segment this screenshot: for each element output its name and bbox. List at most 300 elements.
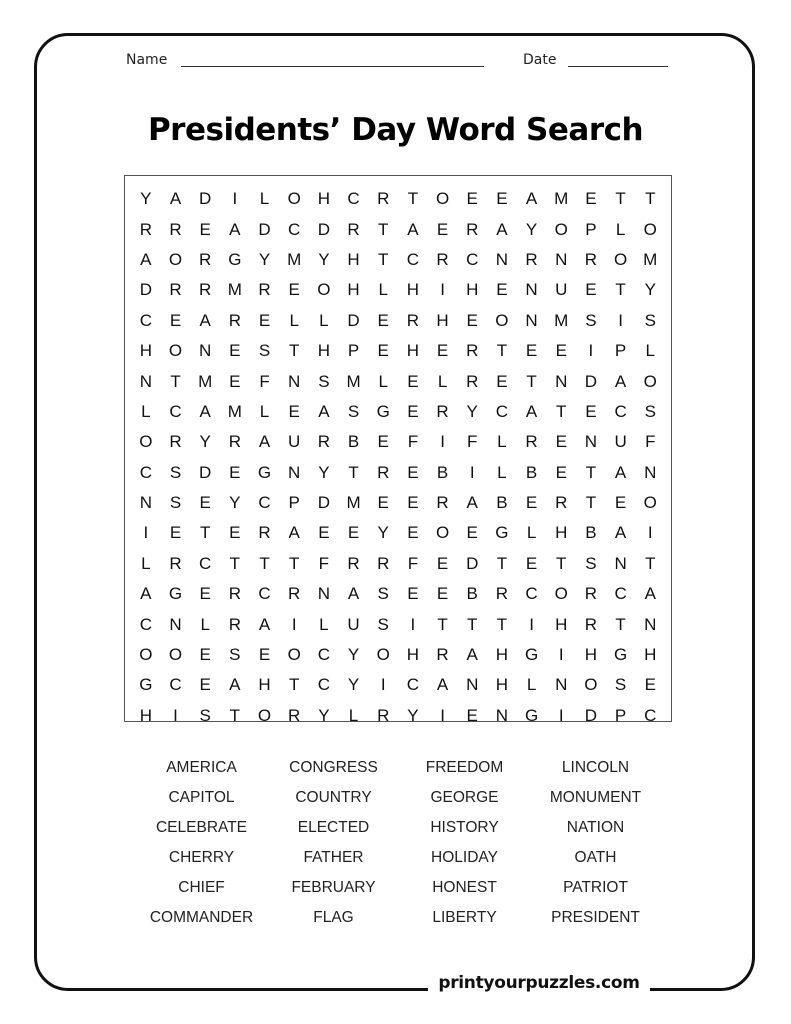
grid-cell[interactable]: C (258, 584, 271, 604)
grid-cell[interactable]: G (228, 249, 242, 269)
grid-cell[interactable]: N (317, 584, 330, 604)
grid-cell[interactable]: N (525, 310, 538, 330)
grid-cell[interactable]: I (558, 705, 564, 725)
grid-cell[interactable]: O (643, 371, 657, 391)
grid-cell[interactable]: R (228, 310, 241, 330)
grid-cell[interactable]: R (436, 493, 449, 513)
grid-cell[interactable]: E (614, 493, 627, 513)
grid-cell[interactable]: E (258, 645, 271, 665)
grid-cell[interactable]: F (318, 553, 330, 573)
grid-cell[interactable]: N (644, 614, 657, 634)
grid-cell[interactable]: O (435, 523, 450, 543)
grid-cell[interactable]: T (645, 553, 656, 573)
grid-cell[interactable]: E (436, 219, 449, 239)
grid-cell[interactable]: I (232, 189, 238, 209)
grid-cell[interactable]: N (644, 462, 657, 482)
grid-cell[interactable]: G (613, 645, 628, 665)
grid-cell[interactable]: O (376, 645, 390, 665)
grid-cell[interactable]: C (347, 189, 360, 209)
grid-cell[interactable]: T (378, 219, 389, 239)
grid-cell[interactable]: C (258, 493, 271, 513)
grid-cell[interactable]: M (346, 371, 361, 391)
grid-cell[interactable]: E (199, 219, 211, 239)
grid-cell[interactable]: R (555, 493, 568, 513)
grid-cell[interactable]: R (258, 280, 271, 300)
grid-cell[interactable]: U (555, 280, 568, 300)
grid-cell[interactable]: D (317, 219, 330, 239)
grid-cell[interactable]: A (614, 462, 627, 482)
grid-cell[interactable]: Y (199, 432, 211, 452)
grid-cell[interactable]: T (496, 341, 508, 361)
grid-cell[interactable]: I (588, 341, 594, 361)
grid-cell[interactable]: Y (525, 219, 538, 239)
grid-cell[interactable]: B (525, 462, 538, 482)
grid-cell[interactable]: T (289, 553, 300, 573)
grid-cell[interactable]: L (526, 523, 537, 543)
grid-cell[interactable]: A (229, 675, 241, 695)
grid-cell[interactable]: O (317, 280, 331, 300)
grid-cell[interactable]: P (585, 219, 597, 239)
grid-cell[interactable]: A (199, 401, 211, 421)
grid-cell[interactable]: I (558, 645, 564, 665)
grid-cell[interactable]: E (525, 553, 538, 573)
grid-cell[interactable]: T (259, 553, 270, 573)
grid-cell[interactable]: D (258, 219, 271, 239)
grid-cell[interactable]: T (407, 189, 419, 209)
grid-cell[interactable]: Y (140, 189, 152, 209)
grid-cell[interactable]: A (258, 614, 271, 634)
grid-cell[interactable]: L (289, 310, 299, 330)
grid-cell[interactable]: O (168, 249, 183, 269)
grid-cell[interactable]: N (466, 675, 479, 695)
grid-cell[interactable]: E (407, 493, 419, 513)
grid-cell[interactable]: S (377, 584, 389, 604)
grid-cell[interactable]: H (555, 523, 568, 543)
grid-cell[interactable]: R (228, 584, 241, 604)
grid-cell[interactable]: H (495, 645, 509, 665)
grid-cell[interactable]: I (143, 523, 149, 543)
grid-cell[interactable]: B (585, 523, 597, 543)
grid-cell[interactable]: T (467, 614, 478, 634)
grid-cell[interactable]: T (556, 553, 567, 573)
grid-cell[interactable]: Y (318, 249, 330, 269)
grid-cell[interactable]: T (496, 614, 508, 634)
grid-cell[interactable]: A (496, 219, 508, 239)
grid-cell[interactable]: O (139, 432, 153, 452)
grid-cell[interactable]: P (347, 341, 360, 361)
grid-cell[interactable]: I (410, 614, 416, 634)
grid-cell[interactable]: E (555, 341, 567, 361)
grid-cell[interactable]: H (317, 341, 330, 361)
grid-cell[interactable]: A (525, 189, 538, 209)
grid-cell[interactable]: U (347, 614, 360, 634)
grid-cell[interactable]: U (288, 432, 301, 452)
grid-cell[interactable]: T (229, 553, 241, 573)
grid-cell[interactable]: I (440, 280, 445, 300)
grid-cell[interactable]: A (229, 219, 241, 239)
grid-cell[interactable]: G (139, 675, 153, 695)
grid-cell[interactable]: R (377, 553, 390, 573)
grid-cell[interactable]: S (585, 310, 597, 330)
grid-cell[interactable]: H (347, 280, 360, 300)
grid-cell[interactable]: Y (377, 523, 389, 543)
grid-cell[interactable]: C (139, 310, 152, 330)
grid-cell[interactable]: E (466, 705, 478, 725)
grid-cell[interactable]: A (614, 523, 627, 543)
grid-cell[interactable]: L (200, 614, 210, 634)
grid-cell[interactable]: A (436, 675, 449, 695)
grid-cell[interactable]: A (614, 371, 627, 391)
grid-cell[interactable]: E (436, 584, 449, 604)
grid-cell[interactable]: U (614, 432, 627, 452)
grid-cell[interactable]: M (287, 249, 302, 269)
grid-cell[interactable]: O (287, 645, 301, 665)
grid-cell[interactable]: E (496, 189, 508, 209)
grid-cell[interactable]: N (584, 432, 598, 452)
grid-cell[interactable]: R (228, 432, 241, 452)
grid-cell[interactable]: L (319, 614, 329, 634)
grid-cell[interactable]: E (407, 401, 419, 421)
grid-cell[interactable]: S (644, 401, 656, 421)
grid-cell[interactable]: D (584, 705, 598, 725)
grid-cell[interactable]: H (317, 189, 330, 209)
grid-cell[interactable]: R (169, 219, 182, 239)
grid-cell[interactable]: T (348, 462, 359, 482)
grid-cell[interactable]: A (644, 584, 656, 604)
grid-cell[interactable]: T (437, 614, 448, 634)
grid-cell[interactable]: R (436, 645, 449, 665)
grid-cell[interactable]: E (496, 280, 508, 300)
grid-cell[interactable]: O (554, 584, 568, 604)
grid-cell[interactable]: I (440, 432, 445, 452)
grid-cell[interactable]: E (436, 341, 449, 361)
grid-cell[interactable]: S (258, 341, 271, 361)
grid-cell[interactable]: E (466, 310, 478, 330)
grid-cell[interactable]: E (347, 523, 360, 543)
grid-cell[interactable]: N (169, 614, 182, 634)
name-field-line[interactable] (181, 66, 484, 67)
grid-cell[interactable]: Y (407, 705, 419, 725)
grid-cell[interactable]: F (259, 371, 270, 391)
grid-cell[interactable]: L (378, 280, 388, 300)
grid-cell[interactable]: E (377, 310, 389, 330)
grid-cell[interactable]: A (318, 401, 330, 421)
grid-cell[interactable]: H (406, 645, 420, 665)
grid-cell[interactable]: R (495, 584, 509, 604)
grid-cell[interactable]: N (614, 553, 627, 573)
grid-cell[interactable]: R (347, 219, 360, 239)
grid-cell[interactable]: L (526, 675, 537, 695)
grid-cell[interactable]: P (288, 493, 300, 513)
grid-cell[interactable]: G (257, 462, 272, 482)
grid-cell[interactable]: S (318, 371, 330, 391)
grid-cell[interactable]: S (347, 401, 360, 421)
grid-cell[interactable]: Y (318, 705, 330, 725)
grid-cell[interactable]: N (288, 462, 301, 482)
grid-cell[interactable]: R (347, 553, 360, 573)
grid-cell[interactable]: T (615, 189, 626, 209)
grid-cell[interactable]: R (199, 280, 212, 300)
grid-cell[interactable]: R (169, 432, 182, 452)
grid-cell[interactable]: T (289, 341, 300, 361)
grid-cell[interactable]: T (645, 189, 656, 209)
grid-cell[interactable]: E (229, 341, 241, 361)
grid-cell[interactable]: L (437, 371, 448, 391)
grid-cell[interactable]: G (376, 401, 390, 421)
grid-cell[interactable]: H (406, 341, 420, 361)
grid-cell[interactable]: E (525, 493, 538, 513)
grid-cell[interactable]: H (466, 280, 479, 300)
grid-cell[interactable]: L (141, 401, 151, 421)
grid-cell[interactable]: C (614, 584, 627, 604)
grid-cell[interactable]: I (173, 705, 178, 725)
grid-cell[interactable]: E (377, 341, 389, 361)
grid-cell[interactable]: Y (466, 401, 478, 421)
grid-cell[interactable]: L (615, 219, 626, 239)
grid-cell[interactable]: C (614, 401, 627, 421)
grid-cell[interactable]: O (168, 341, 183, 361)
grid-cell[interactable]: F (407, 432, 419, 452)
grid-cell[interactable]: C (525, 584, 538, 604)
grid-cell[interactable]: E (169, 523, 182, 543)
grid-cell[interactable]: D (199, 462, 212, 482)
grid-cell[interactable]: I (647, 523, 653, 543)
grid-cell[interactable]: E (585, 280, 597, 300)
grid-cell[interactable]: H (258, 675, 271, 695)
grid-cell[interactable]: R (377, 462, 390, 482)
grid-cell[interactable]: M (198, 371, 213, 391)
grid-cell[interactable]: H (436, 310, 449, 330)
grid-cell[interactable]: E (229, 462, 241, 482)
grid-cell[interactable]: T (526, 371, 537, 391)
grid-cell[interactable]: M (554, 189, 569, 209)
grid-cell[interactable]: N (495, 249, 509, 269)
grid-cell[interactable]: S (169, 493, 182, 513)
grid-cell[interactable]: R (525, 249, 538, 269)
grid-cell[interactable]: L (259, 189, 270, 209)
grid-cell[interactable]: Y (347, 675, 360, 695)
grid-cell[interactable]: E (199, 675, 211, 695)
grid-cell[interactable]: I (291, 614, 297, 634)
grid-cell[interactable]: A (347, 584, 360, 604)
grid-cell[interactable]: R (466, 371, 479, 391)
grid-cell[interactable]: P (614, 705, 627, 725)
grid-cell[interactable]: A (288, 523, 300, 543)
grid-cell[interactable]: D (466, 553, 479, 573)
grid-cell[interactable]: G (168, 584, 183, 604)
grid-cell[interactable]: B (436, 462, 449, 482)
grid-cell[interactable]: G (524, 705, 539, 725)
grid-cell[interactable]: E (199, 584, 211, 604)
grid-cell[interactable]: E (555, 462, 567, 482)
grid-cell[interactable]: T (199, 523, 211, 543)
grid-cell[interactable]: N (525, 280, 538, 300)
grid-cell[interactable]: O (435, 189, 450, 209)
grid-cell[interactable]: D (139, 280, 152, 300)
grid-cell[interactable]: Y (229, 493, 241, 513)
date-field-line[interactable] (568, 66, 668, 67)
grid-cell[interactable]: R (436, 249, 449, 269)
grid-cell[interactable]: S (644, 310, 656, 330)
grid-cell[interactable]: O (554, 219, 568, 239)
grid-cell[interactable]: P (614, 341, 627, 361)
grid-cell[interactable]: C (317, 645, 330, 665)
grid-cell[interactable]: O (643, 219, 657, 239)
grid-cell[interactable]: A (258, 432, 271, 452)
grid-cell[interactable]: R (199, 249, 212, 269)
grid-cell[interactable]: L (348, 705, 359, 725)
grid-cell[interactable]: E (407, 523, 419, 543)
grid-cell[interactable]: T (585, 462, 597, 482)
grid-cell[interactable]: L (319, 310, 329, 330)
grid-cell[interactable]: C (466, 249, 479, 269)
grid-cell[interactable]: E (377, 432, 389, 452)
grid-cell[interactable]: O (168, 645, 183, 665)
grid-cell[interactable]: I (440, 705, 445, 725)
grid-cell[interactable]: E (644, 675, 656, 695)
grid-cell[interactable]: N (555, 371, 568, 391)
grid-cell[interactable]: Y (347, 645, 360, 665)
grid-cell[interactable]: E (288, 401, 300, 421)
grid-cell[interactable]: H (139, 341, 152, 361)
grid-cell[interactable]: S (229, 645, 241, 665)
grid-cell[interactable]: N (495, 705, 509, 725)
grid-cell[interactable]: N (288, 371, 301, 391)
grid-cell[interactable]: F (467, 432, 478, 452)
grid-cell[interactable]: R (139, 219, 152, 239)
grid-cell[interactable]: C (139, 462, 152, 482)
grid-cell[interactable]: R (228, 614, 241, 634)
grid-cell[interactable]: H (495, 675, 509, 695)
grid-cell[interactable]: I (618, 310, 623, 330)
grid-cell[interactable]: H (644, 645, 657, 665)
grid-cell[interactable]: H (139, 705, 152, 725)
grid-cell[interactable]: S (585, 553, 597, 573)
grid-cell[interactable]: T (378, 249, 389, 269)
grid-cell[interactable]: E (585, 189, 597, 209)
grid-cell[interactable]: C (288, 219, 301, 239)
grid-cell[interactable]: N (139, 493, 152, 513)
grid-cell[interactable]: H (347, 249, 360, 269)
grid-cell[interactable]: R (406, 310, 420, 330)
grid-cell[interactable]: R (525, 432, 538, 452)
grid-cell[interactable]: T (170, 371, 181, 391)
grid-cell[interactable]: H (584, 645, 598, 665)
grid-cell[interactable]: N (199, 341, 212, 361)
grid-cell[interactable]: O (257, 705, 272, 725)
grid-cell[interactable]: I (469, 462, 475, 482)
grid-cell[interactable]: B (347, 432, 360, 452)
grid-cell[interactable]: E (407, 371, 419, 391)
grid-cell[interactable]: G (495, 523, 509, 543)
grid-cell[interactable]: C (406, 249, 420, 269)
grid-cell[interactable]: R (377, 189, 390, 209)
grid-cell[interactable]: S (614, 675, 627, 695)
grid-cell[interactable]: I (529, 614, 534, 634)
grid-cell[interactable]: M (227, 280, 242, 300)
grid-cell[interactable]: C (169, 401, 182, 421)
grid-cell[interactable]: L (378, 371, 388, 391)
grid-cell[interactable]: I (380, 675, 386, 695)
grid-cell[interactable]: T (229, 705, 241, 725)
grid-cell[interactable]: O (643, 493, 657, 513)
grid-cell[interactable]: M (643, 249, 658, 269)
grid-cell[interactable]: L (645, 341, 655, 361)
grid-cell[interactable]: A (466, 645, 478, 665)
grid-cell[interactable]: O (139, 645, 153, 665)
grid-cell[interactable]: R (317, 432, 330, 452)
grid-cell[interactable]: R (169, 553, 182, 573)
grid-cell[interactable]: C (169, 675, 182, 695)
grid-cell[interactable]: O (613, 249, 628, 269)
grid-cell[interactable]: B (496, 493, 508, 513)
grid-cell[interactable]: D (347, 310, 360, 330)
grid-cell[interactable]: E (318, 523, 330, 543)
grid-cell[interactable]: R (288, 705, 301, 725)
grid-cell[interactable]: C (406, 675, 420, 695)
grid-cell[interactable]: L (497, 432, 507, 452)
grid-cell[interactable]: F (407, 553, 419, 573)
grid-cell[interactable]: R (377, 705, 390, 725)
grid-cell[interactable]: L (497, 462, 507, 482)
grid-cell[interactable]: S (199, 705, 211, 725)
grid-cell[interactable]: C (199, 553, 212, 573)
grid-cell[interactable]: A (140, 584, 152, 604)
grid-cell[interactable]: T (615, 614, 626, 634)
grid-cell[interactable]: O (584, 675, 598, 695)
grid-cell[interactable]: C (495, 401, 509, 421)
grid-cell[interactable]: Y (644, 280, 656, 300)
grid-cell[interactable]: T (615, 280, 626, 300)
grid-cell[interactable]: E (466, 189, 478, 209)
grid-cell[interactable]: R (288, 584, 301, 604)
grid-cell[interactable]: E (229, 371, 241, 391)
grid-cell[interactable]: E (377, 493, 389, 513)
grid-cell[interactable]: R (436, 401, 449, 421)
grid-cell[interactable]: M (554, 310, 569, 330)
grid-cell[interactable]: O (495, 310, 509, 330)
grid-cell[interactable]: A (525, 401, 538, 421)
grid-cell[interactable]: T (289, 675, 300, 695)
grid-cell[interactable]: R (466, 219, 479, 239)
grid-cell[interactable]: L (141, 553, 151, 573)
grid-cell[interactable]: R (258, 523, 271, 543)
grid-cell[interactable]: R (584, 249, 598, 269)
grid-cell[interactable]: F (645, 432, 656, 452)
grid-cell[interactable]: R (169, 280, 182, 300)
grid-cell[interactable]: R (466, 341, 479, 361)
grid-cell[interactable]: R (584, 584, 598, 604)
grid-cell[interactable]: E (525, 341, 538, 361)
grid-cell[interactable]: H (555, 614, 568, 634)
grid-cell[interactable]: A (199, 310, 211, 330)
grid-cell[interactable]: E (169, 310, 182, 330)
grid-cell[interactable]: T (556, 401, 567, 421)
grid-cell[interactable]: E (258, 310, 271, 330)
grid-cell[interactable]: E (407, 462, 419, 482)
grid-cell[interactable]: C (317, 675, 330, 695)
grid-cell[interactable]: A (466, 493, 478, 513)
grid-cell[interactable]: S (169, 462, 182, 482)
grid-cell[interactable]: D (317, 493, 330, 513)
grid-cell[interactable]: E (199, 645, 211, 665)
grid-cell[interactable]: C (644, 705, 657, 725)
grid-cell[interactable]: T (496, 553, 508, 573)
grid-cell[interactable]: M (227, 401, 242, 421)
grid-cell[interactable]: B (466, 584, 478, 604)
grid-cell[interactable]: E (199, 493, 211, 513)
grid-cell[interactable]: A (169, 189, 182, 209)
